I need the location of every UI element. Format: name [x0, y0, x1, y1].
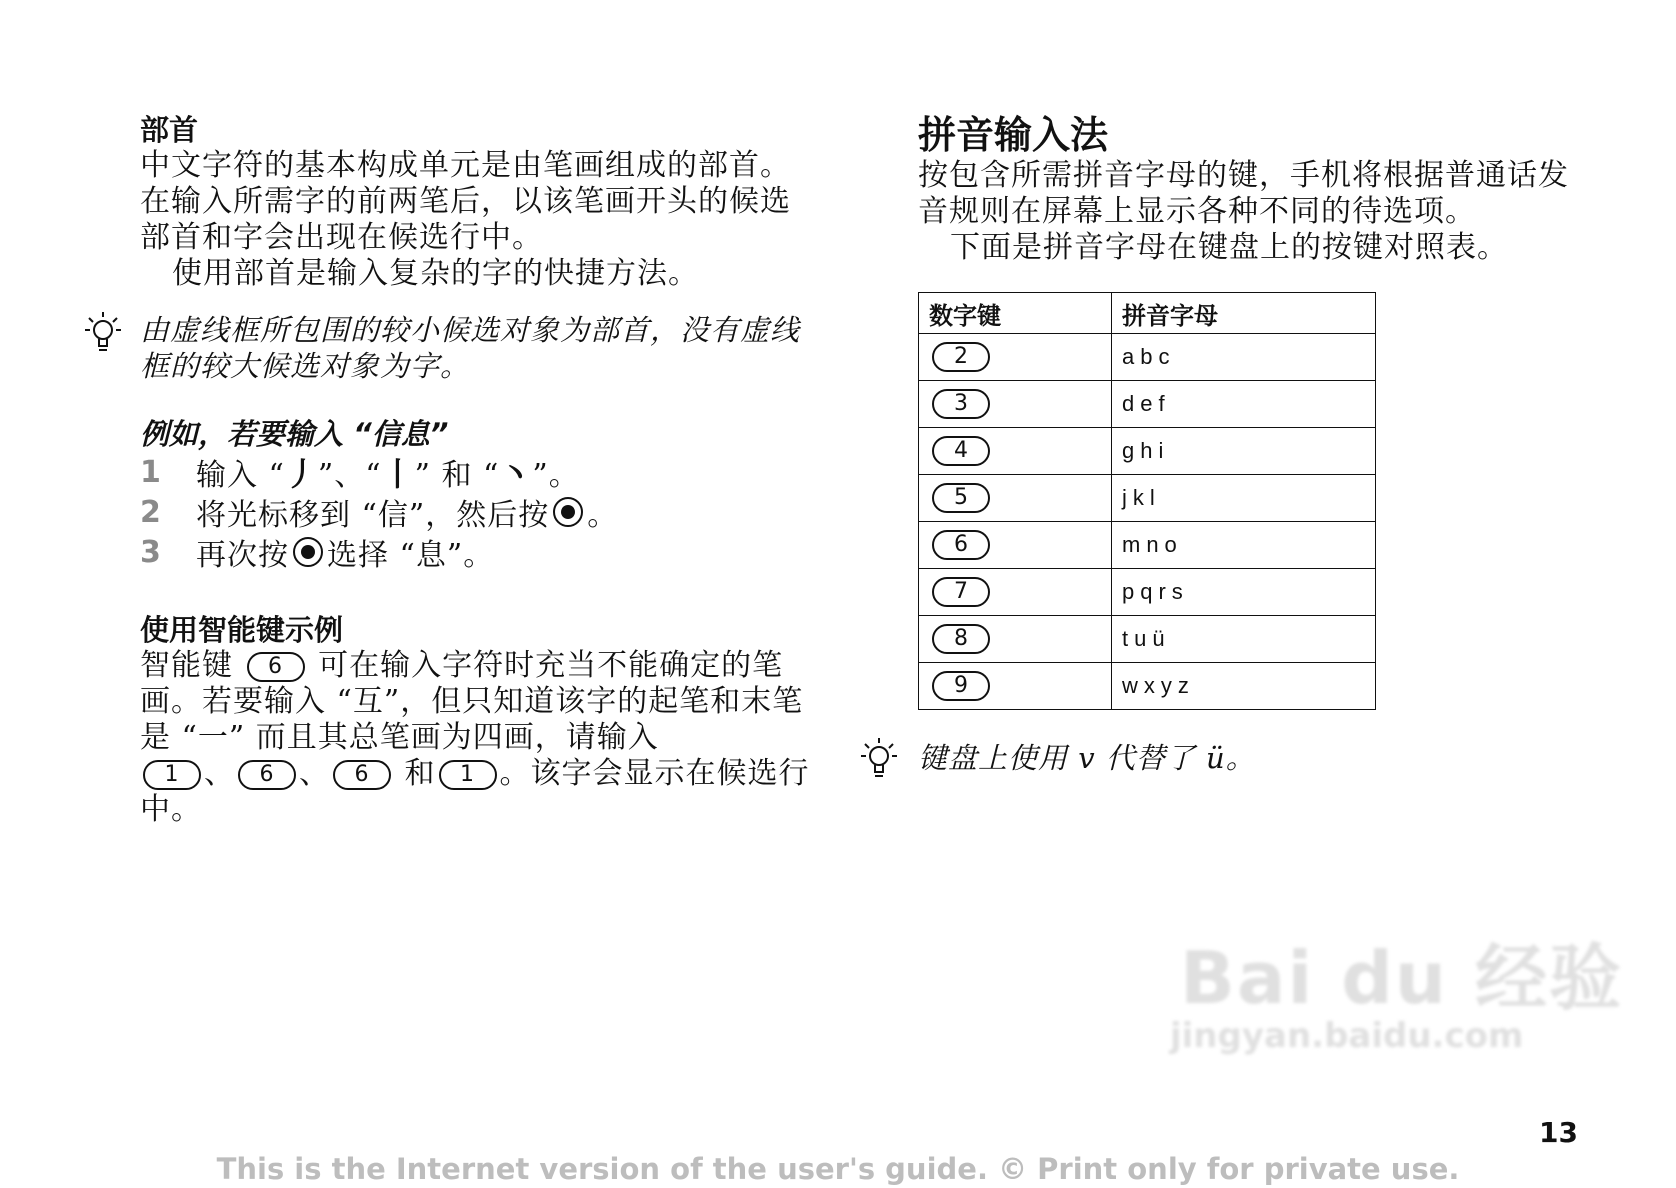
example-step: [140, 452, 820, 492]
table-row: [919, 428, 1376, 475]
key-3-icon: 3: [932, 389, 990, 419]
separator: 、: [299, 756, 330, 791]
key-cell: [919, 616, 1112, 663]
letters-cell: wxyz: [1112, 663, 1376, 710]
step-text: 将光标移到 “信”，然后按: [196, 498, 550, 533]
stroke-dian: 丶: [499, 455, 533, 493]
table-row: [919, 663, 1376, 710]
key-1-icon: 1: [143, 760, 201, 790]
key-5-icon: 5: [932, 483, 990, 513]
letters-cell: pqrs: [1112, 569, 1376, 616]
radical-tip-text: 由虚线框所包围的较小候选对象为部首，没有虚线框的较大候选对象为字。: [140, 313, 801, 383]
separator: 、: [204, 756, 235, 791]
smartkey-heading: 使用智能键示例: [140, 613, 344, 647]
pinyin-key-table: [918, 292, 1376, 710]
column-header-letters: 拼音字母: [1112, 293, 1376, 334]
key-2-icon: 2: [932, 342, 990, 372]
pinyin-tip-text: 键盘上使用 v 代替了 ü。: [918, 741, 1256, 775]
watermark-brand: Bai du 经验: [1180, 936, 1624, 1020]
smartkey-body: [140, 648, 820, 828]
radical-body: 中文字符的基本构成单元是由笔画组成的部首。在输入所需字的前两笔后，以该笔画开头的候选部首和字会出现在候选行中。: [140, 148, 791, 255]
navigation-key-icon: [293, 537, 323, 567]
key-cell: [919, 569, 1112, 616]
key-cell: [919, 663, 1112, 710]
table-row: [919, 522, 1376, 569]
pinyin-heading: 拼音输入法: [918, 113, 1109, 157]
key-cell: [919, 428, 1112, 475]
step-text: 输入 “: [196, 458, 285, 493]
example-step: [140, 532, 820, 572]
smartkey-text: 可在输入字符时充当不能确定的笔画。若要输入 “互”，但只知道该字的起笔和末笔是 “一” 而且其总笔画为四画，请输入: [140, 648, 804, 755]
pinyin-intro-2: 下面是拼音字母在键盘上的按键对照表。: [950, 230, 1508, 265]
left-column: [140, 112, 820, 828]
radical-body-2: 使用部首是输入复杂的字的快捷方法。: [172, 256, 699, 291]
letters-cell: jkl: [1112, 475, 1376, 522]
key-cell: [919, 475, 1112, 522]
pinyin-tip: [918, 740, 1618, 776]
key-6-icon: 6: [333, 760, 391, 790]
step-text: 选择 “息”。: [327, 538, 495, 573]
key-9-icon: 9: [932, 671, 990, 701]
letters-cell: tuü: [1112, 616, 1376, 663]
navigation-key-icon: [553, 497, 583, 527]
baidu-watermark: [1170, 936, 1624, 1056]
footer-notice: This is the Internet version of the user's guide. © Print only for private use.: [216, 1152, 1460, 1186]
key-cell: [919, 334, 1112, 381]
radical-tip: [140, 312, 820, 384]
table-row: [919, 616, 1376, 663]
step-text: 再次按: [196, 538, 289, 573]
key-6-icon: 6: [238, 760, 296, 790]
step-text: ” 和 “: [414, 458, 500, 493]
lightbulb-icon: [84, 310, 122, 354]
letters-cell: ghi: [1112, 428, 1376, 475]
table-row: [919, 334, 1376, 381]
radical-heading: 部首: [140, 113, 199, 147]
right-column: [918, 112, 1618, 776]
example-section: [140, 416, 820, 572]
letters-cell: mno: [1112, 522, 1376, 569]
and-text: 和: [404, 756, 436, 791]
stroke-pie: 丿: [284, 455, 318, 493]
pinyin-intro: 按包含所需拼音字母的键，手机将根据普通话发音规则在屏幕上显示各种不同的待选项。: [918, 158, 1569, 229]
key-6-icon: 6: [932, 530, 990, 560]
watermark-url: jingyan.baidu.com: [1170, 1016, 1524, 1056]
example-step: [140, 492, 820, 532]
table-row: [919, 569, 1376, 616]
key-7-icon: 7: [932, 577, 990, 607]
column-header-digit: 数字键: [919, 293, 1112, 334]
letters-cell: abc: [1112, 334, 1376, 381]
stroke-shu: 丨: [381, 455, 415, 493]
table-row: [919, 475, 1376, 522]
step-number: 2: [140, 494, 162, 530]
step-text: ”。: [532, 458, 580, 493]
key-6-icon: 6: [247, 652, 305, 682]
key-cell: [919, 381, 1112, 428]
key-8-icon: 8: [932, 624, 990, 654]
step-number: 3: [140, 534, 162, 570]
key-1-icon: 1: [439, 760, 497, 790]
smartkey-section: [140, 612, 820, 828]
letters-cell: def: [1112, 381, 1376, 428]
key-cell: [919, 522, 1112, 569]
step-number: 1: [140, 454, 162, 490]
step-text: 。: [587, 498, 619, 533]
key-4-icon: 4: [932, 436, 990, 466]
step-text: ”、“: [317, 458, 382, 493]
lightbulb-icon: [860, 736, 898, 780]
page-number: 13: [1539, 1116, 1578, 1149]
smartkey-text: 智能键: [140, 648, 233, 683]
smartkey-text: 。该字会显示在候选行中。: [140, 756, 810, 827]
table-header-row: [919, 293, 1376, 334]
example-heading: 例如，若要输入 “信息”: [140, 417, 449, 451]
table-row: [919, 381, 1376, 428]
